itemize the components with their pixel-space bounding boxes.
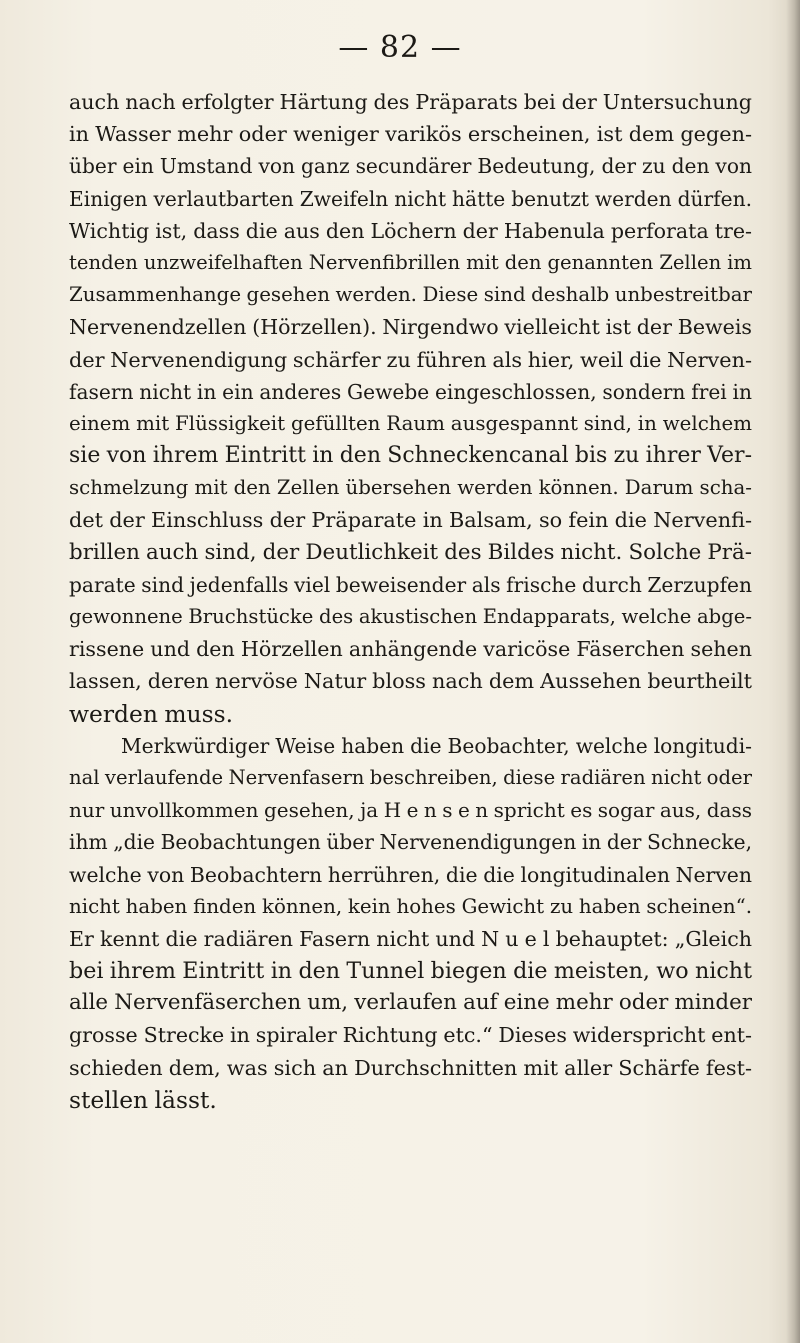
text-line: Merkwürdiger Weise haben die Beobachter, welche longitudi-: [121, 733, 752, 758]
text-line: ihm „die Beobachtungen über Nervenendigungen in der Schnecke,: [69, 830, 752, 855]
text-line: Wichtig ist, dass die aus den Löchern der Habenula perforata tre-: [69, 218, 752, 243]
page-number: — 82 —: [338, 30, 462, 65]
text-line: sie von ihrem Eintritt in den Schneckencanal bis zu ihrer Ver-: [69, 443, 752, 469]
text-line: stellen lässt.: [69, 1085, 217, 1114]
text-line: brillen auch sind, der Deutlichkeit des Bildes nicht. Solche Prä-: [69, 539, 752, 565]
paragraph-1: [69, 86, 752, 730]
text-line: bei ihrem Eintritt in den Tunnel biegen die meisten, wo nicht: [69, 958, 752, 985]
text-line: welche von Beobachtern herrühren, die die longitudinalen Nerven: [69, 862, 752, 887]
text-line: Einigen verlautbarten Zweifeln nicht hätte benutzt werden dürfen.: [69, 186, 752, 211]
text-line: nal verlaufende Nervenfasern beschreiben, diese radiären nicht oder: [69, 765, 752, 789]
text-line: in Wasser mehr oder weniger varikös erscheinen, ist dem gegen-: [69, 122, 752, 147]
text-line: einem mit Flüssigkeit gefüllten Raum ausgespannt sind, in welchem: [69, 411, 752, 435]
page-edge-shadow: [786, 0, 800, 1343]
text-line: gewonnene Bruchstücke des akustischen Endapparats, welche abge-: [69, 605, 752, 628]
text-line: nicht haben finden können, kein hohes Gewicht zu haben scheinen“.: [69, 894, 752, 918]
text-line: schieden dem, was sich an Durchschnitten mit aller Schärfe fest-: [69, 1055, 752, 1080]
text-line: alle Nervenfäserchen um, verlaufen auf eine mehr oder minder: [69, 990, 752, 1016]
text-line: det der Einschluss der Präparate in Balsam, so fein die Nervenfi-: [69, 508, 752, 533]
text-line: Er kennt die radiären Fasern nicht und N u e l behauptet: „Gleich: [69, 926, 752, 951]
text-line: werden muss.: [69, 699, 234, 728]
text-line: der Nervenendigung schärfer zu führen als hier, weil die Nerven-: [69, 347, 752, 372]
text-line: parate sind jedenfalls viel beweisender als frische durch Zerzupfen: [69, 572, 752, 597]
text-line: nur unvollkommen gesehen, ja H e n s e n spricht es sogar aus, dass: [69, 798, 752, 823]
text-line: Zusammenhange gesehen werden. Diese sind deshalb unbestreitbar: [69, 283, 752, 307]
text-line: rissene und den Hörzellen anhängende varicöse Fäserchen sehen: [69, 637, 752, 662]
text-line: tenden unzweifelhaften Nervenfibrillen mit den genannten Zellen im: [69, 250, 752, 274]
text-line: über ein Umstand von ganz secundärer Bedeutung, der zu den von: [69, 154, 752, 179]
body-text: [69, 86, 752, 1116]
paragraph-2: [69, 730, 752, 1116]
text-line: Nervenendzellen (Hörzellen). Nirgendwo vielleicht ist der Beweis: [69, 315, 752, 340]
text-line: lassen, deren nervöse Natur bloss nach dem Aussehen beurtheilt: [69, 669, 752, 694]
text-line: grosse Strecke in spiraler Richtung etc.“ Dieses widerspricht ent-: [69, 1023, 752, 1048]
text-line: fasern nicht in ein anderes Gewebe eingeschlossen, sondern frei in: [69, 379, 752, 404]
text-line: schmelzung mit den Zellen übersehen werden können. Darum scha-: [69, 476, 752, 500]
text-line: auch nach erfolgter Härtung des Präparats bei der Untersuchung: [69, 90, 752, 114]
